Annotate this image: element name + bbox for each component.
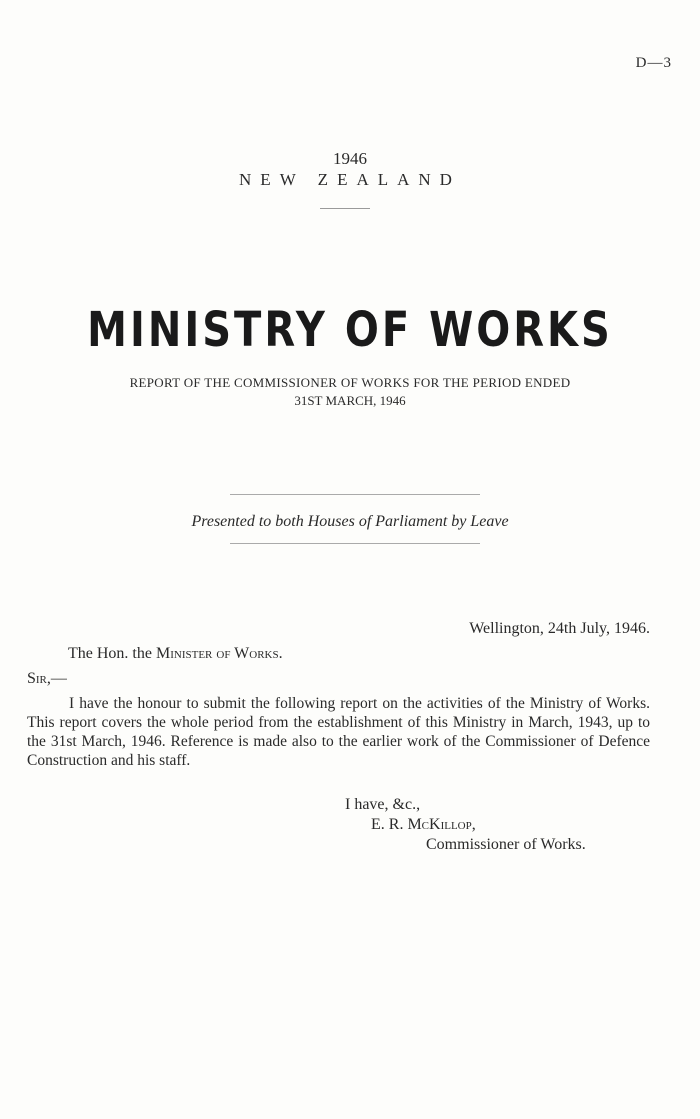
letter-signatory-title: Commissioner of Works. [426, 836, 586, 853]
letter-signatory: E. R. McKillop, [371, 816, 476, 833]
letter-closing: I have, &c., [345, 796, 421, 813]
short-divider [320, 208, 370, 209]
ministry-title: MINISTRY OF WORKS [87, 303, 613, 359]
letter-dateline: Wellington, 24th July, 1946. [469, 620, 650, 637]
country-heading: NEW ZEALAND [239, 170, 461, 189]
letter-body: I have the honour to submit the following report on the activities of the Ministry of Works. This report covers the whole period from the establishment of this Ministry in March, 1943, up to the 31st March, 1946. Reference is made also to the earlier work of the Commissioner of Defence Construction and his staff. [27, 695, 650, 769]
report-subtitle-line-2: 31ST MARCH, 1946 [294, 393, 406, 408]
report-subtitle-line-1: REPORT OF THE COMMISSIONER OF WORKS FOR THE PERIOD ENDED [129, 375, 571, 390]
addressee-suffix: . [278, 645, 283, 662]
page-reference: D—3 [635, 55, 672, 71]
divider-top [230, 494, 480, 495]
letter-salutation: Sir,— [27, 670, 67, 687]
addressee-prefix: The Hon. the [68, 645, 156, 662]
divider-bottom [230, 543, 480, 544]
report-year: 1946 [333, 149, 367, 168]
letter-addressee [68, 645, 283, 663]
addressee-title: Minister of Works [155, 645, 279, 662]
presented-to-parliament: Presented to both Houses of Parliament by Leave [191, 513, 509, 530]
